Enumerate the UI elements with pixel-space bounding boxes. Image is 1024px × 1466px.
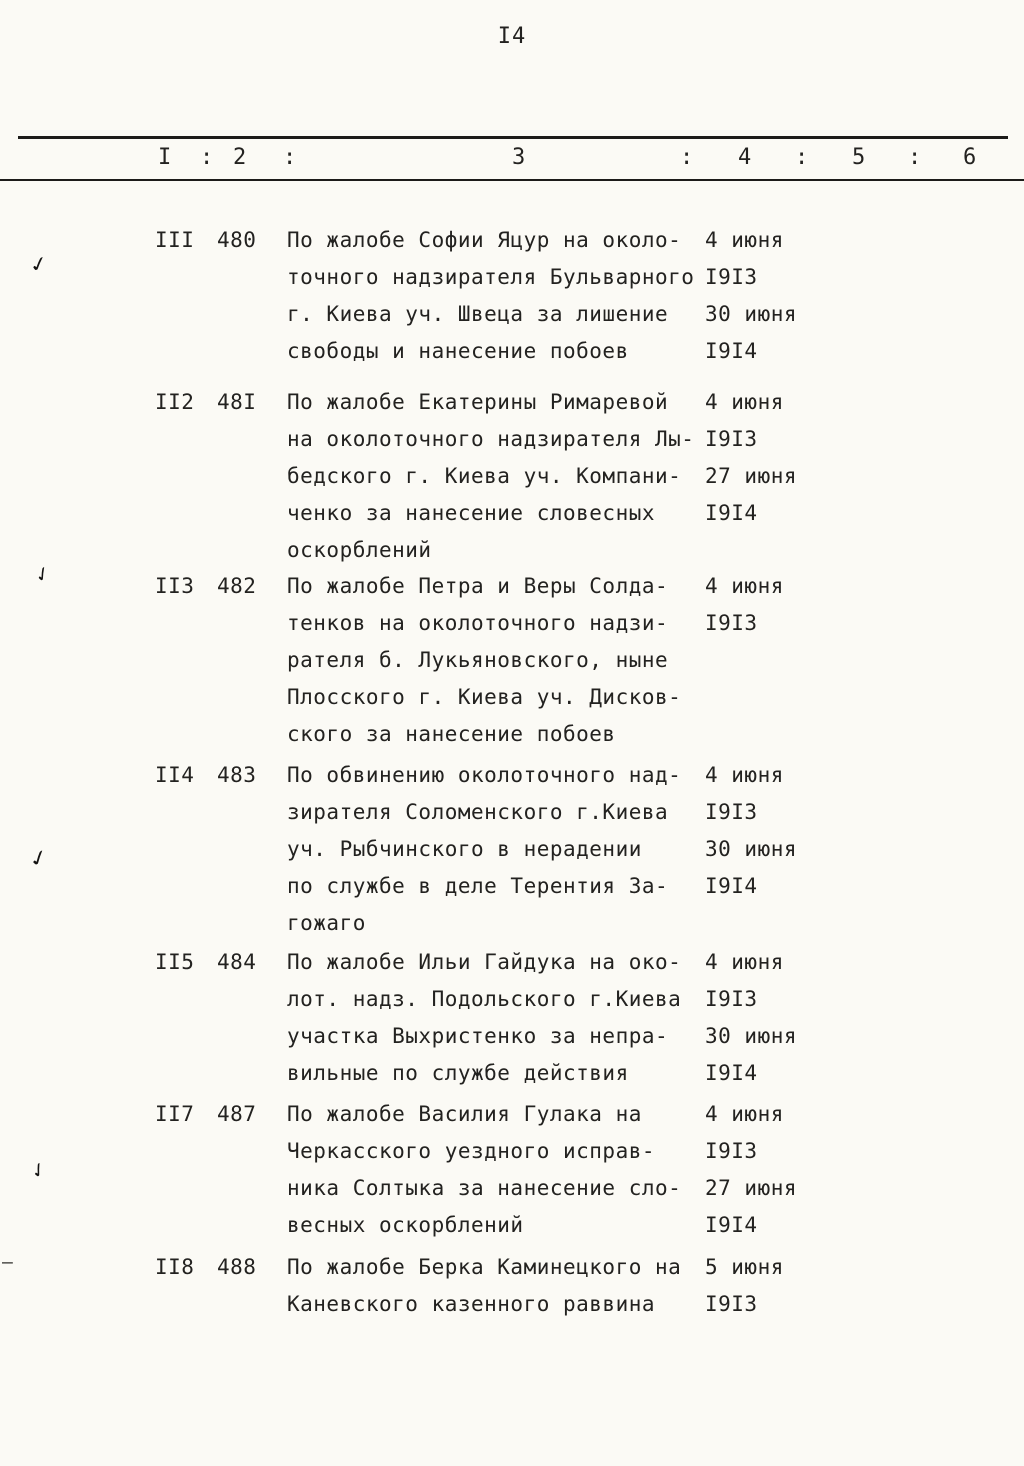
ink-mark-icon: ✓ [27,250,51,279]
date-line: 4 июня [705,1102,784,1126]
text-line: свободы и нанесение побоев [287,339,629,363]
date-line: 4 июня [705,228,784,252]
column-separator: : [680,145,694,170]
text-line: точного надзирателя Бульварного [287,265,695,289]
case-number: 488 [217,1255,257,1279]
text-line: гожаго [287,911,366,935]
text-line: Плосского г. Киева уч. Дисков- [287,685,682,709]
date-line: I9I3 [705,265,758,289]
table-row [0,568,1024,753]
column-separator: : [200,145,214,170]
text-line: уч. Рыбчинского в нерадении [287,837,642,861]
column-header-3: 3 [512,145,526,170]
text-line: ченко за нанесение словесных [287,501,656,525]
text-line: по службе в деле Терентия За- [287,874,669,898]
date-line: 4 июня [705,574,784,598]
date-line: 30 июня [705,1024,798,1048]
text-line: По жалобе Софии Яцур на около- [287,228,682,252]
date-line: I9I3 [705,987,758,1011]
text-line: ского за нанесение побоев [287,722,616,746]
table-row [0,1096,1024,1244]
text-line: Черкасского уездного исправ- [287,1139,656,1163]
row-number: II8 [155,1255,195,1279]
case-description [287,1249,705,1323]
column-header-5: 5 [852,145,866,170]
date-line: I9I4 [705,874,758,898]
column-separator: : [283,145,297,170]
date-line: I9I4 [705,1213,758,1237]
case-dates [705,944,1024,1092]
case-number: 483 [217,763,257,787]
text-line: бедского г. Киева уч. Компани- [287,464,682,488]
date-line: I9I4 [705,501,758,525]
dash-mark-icon: — [2,1252,13,1273]
page-number: I4 [497,24,527,49]
column-header-2: 2 [233,145,247,170]
column-separator: : [795,145,809,170]
row-number: II2 [155,390,195,414]
table-row [0,1249,1024,1323]
case-description [287,568,705,753]
column-header-1: I [158,145,172,170]
case-number: 480 [217,228,257,252]
text-line: Каневского казенного раввина [287,1292,656,1316]
date-line: 27 июня [705,1176,798,1200]
text-line: зирателя Соломенского г.Киева [287,800,669,824]
text-line: тенков на околоточного надзи- [287,611,669,635]
ink-mark-icon: ✓ [30,560,55,589]
ink-mark-icon: ✓ [25,843,52,874]
row-number: III [155,228,195,252]
case-number: 487 [217,1102,257,1126]
date-line: I9I3 [705,1292,758,1316]
column-separator: : [908,145,922,170]
case-dates [705,222,1024,370]
text-line: По жалобе Василия Гулака на [287,1102,642,1126]
text-line: По обвинению околоточного над- [287,763,682,787]
date-line: 30 июня [705,302,798,326]
text-line: вильные по службе действия [287,1061,629,1085]
ink-mark-icon: ✓ [26,1156,52,1185]
case-description [287,384,705,569]
row-number: II5 [155,950,195,974]
table-row [0,222,1024,370]
table-row [0,757,1024,942]
column-header-6: 6 [963,145,977,170]
text-line: По жалобе Берка Каминецкого на [287,1255,682,1279]
date-line: I9I4 [705,339,758,363]
date-line: 27 июня [705,464,798,488]
case-number: 48I [217,390,257,414]
date-line: I9I3 [705,427,758,451]
text-line: По жалобе Ильи Гайдука на око- [287,950,682,974]
case-dates [705,757,1024,942]
text-line: По жалобе Екатерины Римаревой [287,390,669,414]
date-line: I9I3 [705,611,758,635]
table-row [0,384,1024,569]
case-dates [705,1096,1024,1244]
text-line: г. Киева уч. Швеца за лишение [287,302,669,326]
text-line: По жалобе Петра и Веры Солда- [287,574,669,598]
text-line: ника Солтыка за нанесение сло- [287,1176,682,1200]
date-line: I9I3 [705,1139,758,1163]
row-number: II4 [155,763,195,787]
case-description [287,1096,705,1244]
date-line: I9I3 [705,800,758,824]
date-line: 4 июня [705,390,784,414]
row-number: II3 [155,574,195,598]
case-dates [705,568,1024,753]
table-row [0,944,1024,1092]
date-line: 4 июня [705,763,784,787]
text-line: участка Выхристенко за непра- [287,1024,669,1048]
text-line: на околоточного надзирателя Лы- [287,427,695,451]
date-line: I9I4 [705,1061,758,1085]
case-description [287,944,705,1092]
case-description [287,222,705,370]
case-dates [705,384,1024,569]
text-line: рателя б. Лукьяновского, ныне [287,648,669,672]
row-number: II7 [155,1102,195,1126]
date-line: 30 июня [705,837,798,861]
text-line: оскорблений [287,538,432,562]
text-line: весных оскорблений [287,1213,524,1237]
case-number: 484 [217,950,257,974]
date-line: 5 июня [705,1255,784,1279]
date-line: 4 июня [705,950,784,974]
text-line: лот. надз. Подольского г.Киева [287,987,682,1011]
column-header-4: 4 [738,145,752,170]
case-description [287,757,705,942]
case-dates [705,1249,1024,1323]
case-number: 482 [217,574,257,598]
